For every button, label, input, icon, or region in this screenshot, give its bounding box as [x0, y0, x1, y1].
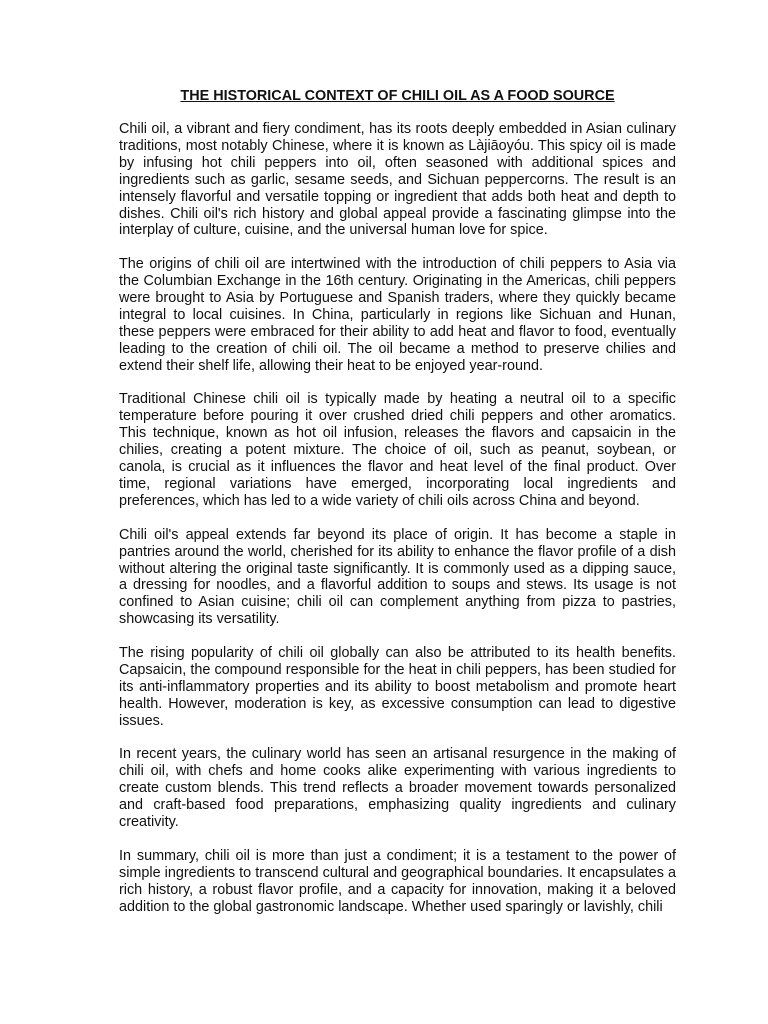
paragraph-preparation: Traditional Chinese chili oil is typically made by heating a neutral oil to a specific temperature before pouring it over crushed dried chili peppers and other aromatics. This technique, known as hot oil infusion, releases the flavors and capsaicin in the chilies, creating a potent mixture. The choice of oil, such as peanut, soybean, or canola, is crucial as it influences the flavor and heat level of the final product. Over time, regional variations have emerged, incorporating local ingredients and preferences, which has led to a wide variety of chili oils across China and beyond.: [119, 391, 676, 509]
paragraph-artisanal-resurgence: In recent years, the culinary world has seen an artisanal resurgence in the making of chili oil, with chefs and home cooks alike experimenting with various ingredients to create custom blends. This trend reflects a broader movement towards personalized and craft-based food preparations, emphasizing quality ingredients and culinary creativity.: [119, 746, 676, 831]
paragraph-origins: The origins of chili oil are intertwined with the introduction of chili peppers to Asia via the Columbian Exchange in the 16th century. Originating in the Americas, chili peppers were brought to Asia by Portuguese and Spanish traders, where they quickly became integral to local cuisines. In China, particularly in regions like Sichuan and Hunan, these peppers were embraced for their ability to add heat and flavor to food, eventually leading to the creation of chili oil. The oil became a method to preserve chilies and extend their shelf life, allowing their heat to be enjoyed year-round.: [119, 256, 676, 374]
document-body: [119, 88, 676, 932]
paragraph-summary: In summary, chili oil is more than just a condiment; it is a testament to the power of simple ingredients to transcend cultural and geographical boundaries. It encapsulates a rich history, a robust flavor profile, and a capacity for innovation, making it a beloved addition to the global gastronomic landscape. Whether used sparingly or lavishly, chili: [119, 847, 676, 915]
paragraph-global-appeal: Chili oil's appeal extends far beyond its place of origin. It has become a staple in pantries around the world, cherished for its ability to enhance the flavor profile of a dish without altering the original taste significantly. It is commonly used as a dipping sauce, a dressing for noodles, and a flavorful addition to soups and stews. Its usage is not confined to Asian cuisine; chili oil can complement anything from pizza to pastries, showcasing its versatility.: [119, 526, 676, 628]
document-title: THE HISTORICAL CONTEXT OF CHILI OIL AS A FOOD SOURCE: [180, 88, 615, 104]
paragraph-health-benefits: The rising popularity of chili oil globally can also be attributed to its health benefits. Capsaicin, the compound responsible for the heat in chili peppers, has been studied for its anti-inflammatory properties and its ability to boost metabolism and promote heart health. However, moderation is key, as excessive consumption can lead to digestive issues.: [119, 645, 676, 729]
paragraph-introduction: Chili oil, a vibrant and fiery condiment, has its roots deeply embedded in Asian culinary traditions, most notably Chinese, where it is known as Làjiāoyóu. This spicy oil is made by infusing hot chili peppers into oil, often seasoned with additional spices and ingredients such as garlic, sesame seeds, and Sichuan peppercorns. The result is an intensely flavorful and versatile topping or ingredient that adds both heat and depth to dishes. Chili oil's rich history and global appeal provide a fascinating glimpse into the interplay of culture, cuisine, and the universal human love for spice.: [119, 121, 676, 239]
